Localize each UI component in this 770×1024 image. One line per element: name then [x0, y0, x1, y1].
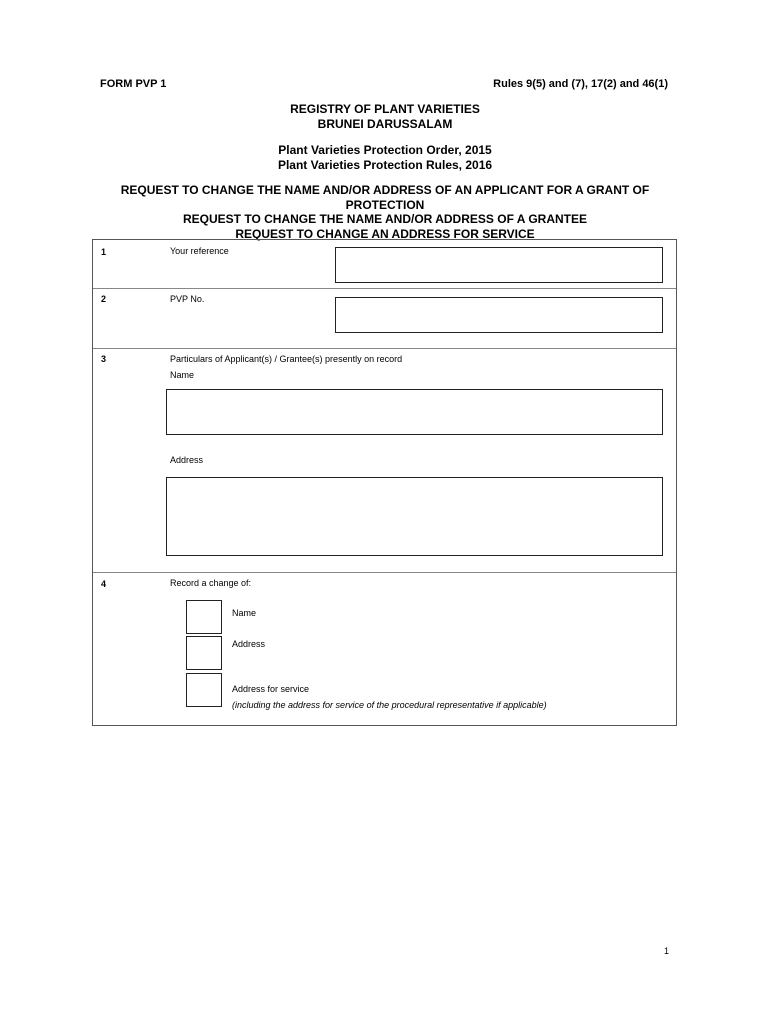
form-table [92, 239, 677, 726]
pvp-no-label: PVP No. [170, 294, 205, 304]
name-change-checkbox[interactable] [186, 600, 222, 634]
service-address-note: (including the address for service of the procedural representative if applicable) [232, 700, 547, 710]
section-4 [93, 572, 676, 728]
request-line-3: REQUEST TO CHANGE THE NAME AND/OR ADDRESS OF A GRANTEE [182, 212, 588, 226]
section-1-number: 1 [101, 247, 107, 257]
rules-reference: Rules 9(5) and (7), 17(2) and 46(1) [493, 78, 668, 90]
registry-title-line1: REGISTRY OF PLANT VARIETIES [290, 102, 480, 116]
legislation-block [0, 143, 770, 173]
section-1 [93, 240, 676, 288]
record-change-label: Record a change of: [170, 578, 252, 588]
your-reference-field[interactable] [335, 247, 663, 283]
service-address-change-label: Address for service [232, 684, 310, 694]
registry-title-line2: BRUNEI DARUSSALAM [317, 117, 453, 131]
name-label: Name [170, 370, 195, 380]
section-2 [93, 288, 676, 349]
pvp-no-field[interactable] [335, 297, 663, 333]
page-number: 1 [663, 946, 669, 956]
service-address-change-checkbox[interactable] [186, 673, 222, 707]
address-label: Address [170, 455, 204, 465]
request-line-1: REQUEST TO CHANGE THE NAME AND/OR ADDRESS OF AN APPLICANT FOR A GRANT OF [120, 183, 650, 197]
your-reference-label: Your reference [170, 246, 229, 256]
rules-title: Plant Varieties Protection Rules, 2016 [277, 158, 493, 172]
current-name-field[interactable] [166, 389, 663, 435]
order-title: Plant Varieties Protection Order, 2015 [278, 143, 492, 157]
name-change-label: Name [232, 608, 257, 618]
section-2-number: 2 [101, 294, 107, 304]
registry-title [0, 102, 770, 132]
address-change-label: Address [232, 639, 266, 649]
particulars-label: Particulars of Applicant(s) / Grantee(s) presently on record [170, 354, 403, 364]
section-3 [93, 348, 676, 573]
current-address-field[interactable] [166, 477, 663, 556]
request-line-4: REQUEST TO CHANGE AN ADDRESS FOR SERVICE [235, 226, 535, 241]
section-4-number: 4 [101, 579, 107, 589]
address-change-checkbox[interactable] [186, 636, 222, 670]
form-code: FORM PVP 1 [100, 78, 167, 90]
request-line-2: PROTECTION [345, 197, 425, 212]
request-heading [0, 183, 770, 241]
section-3-number: 3 [101, 354, 107, 364]
